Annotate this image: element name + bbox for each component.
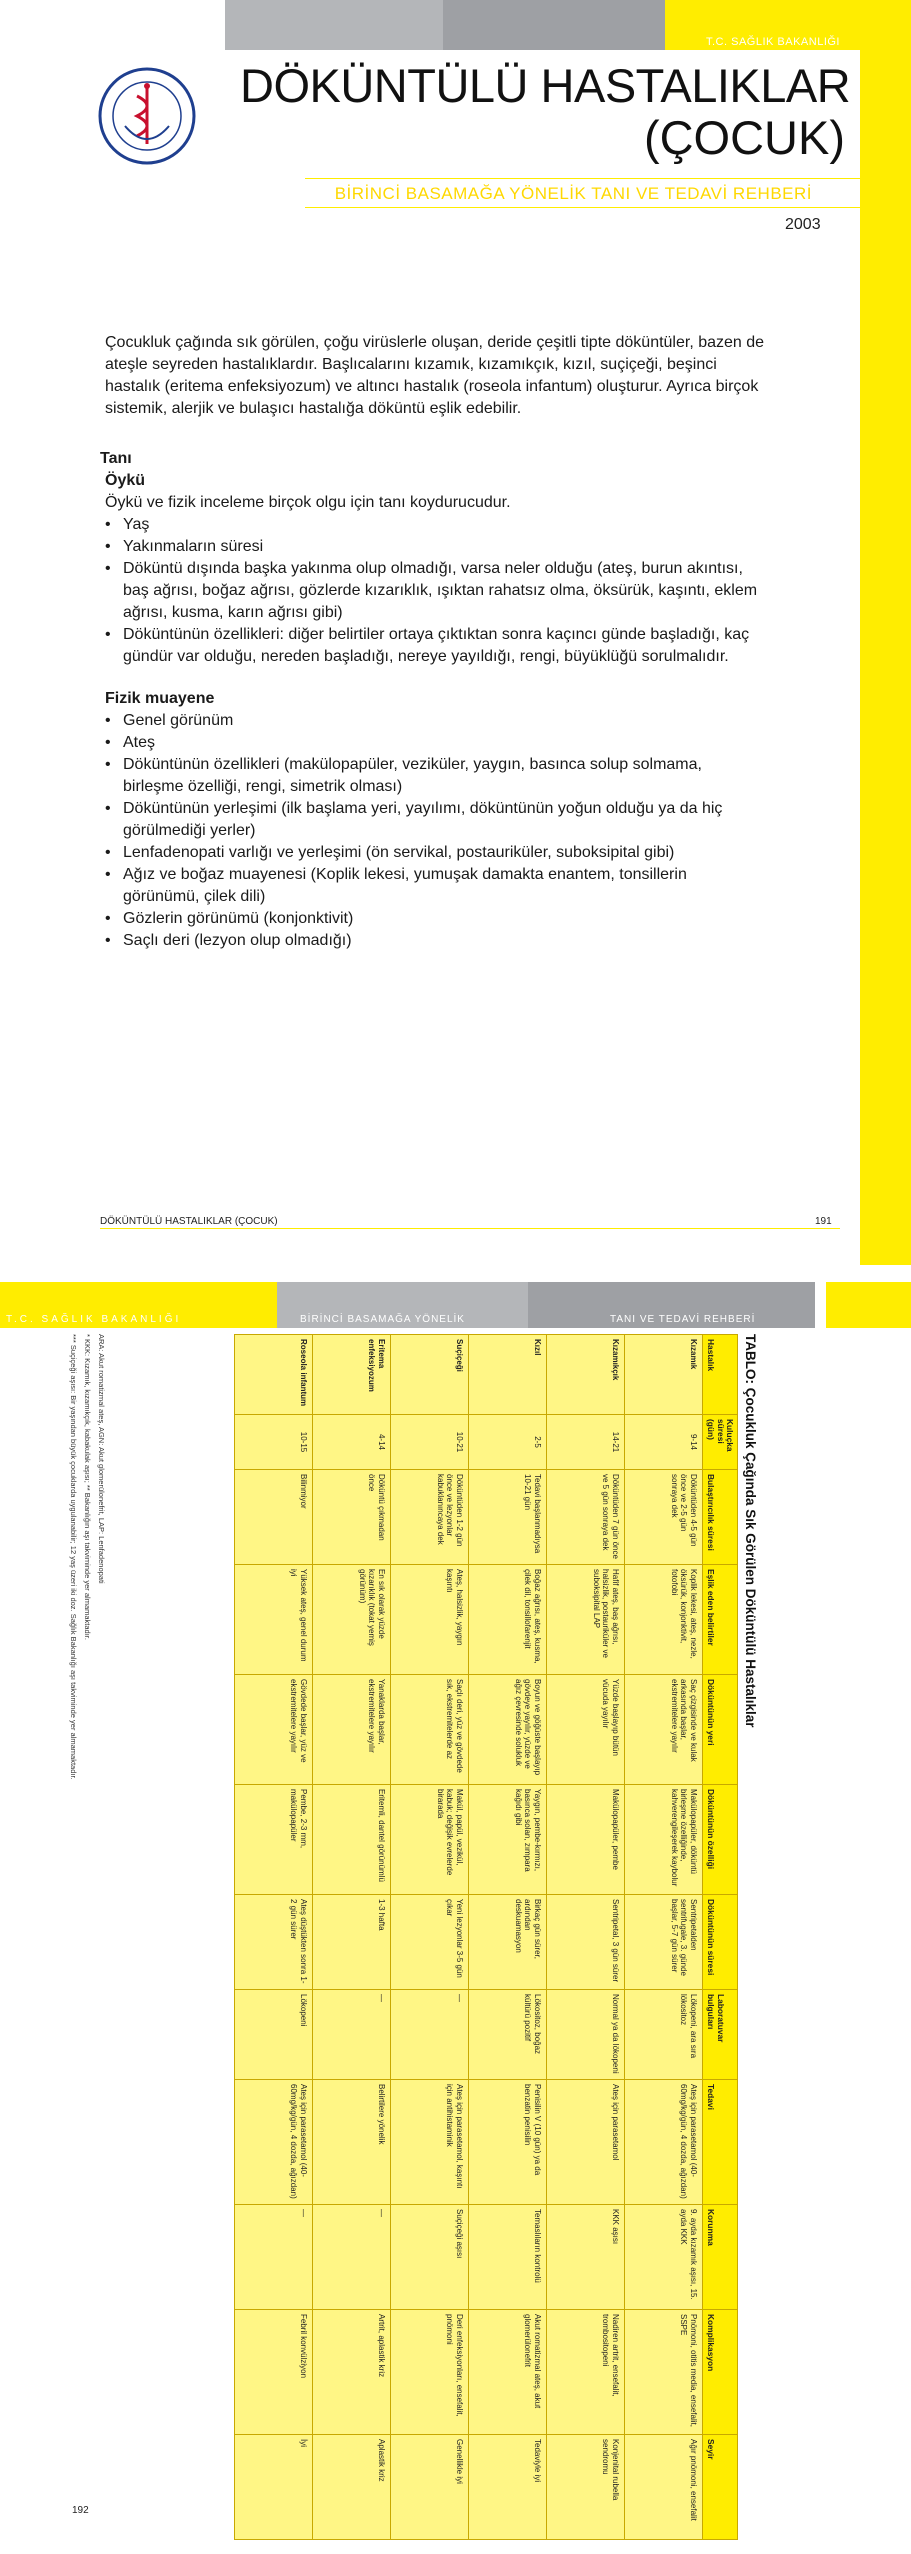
table-cell: 9. ayda kızamık aşısı, 15. ayda KKK xyxy=(624,2205,702,2310)
table-row xyxy=(546,1335,624,2540)
table-cell-disease: Eritema enfeksiyozum xyxy=(312,1335,390,1415)
table-cell: 10-15 xyxy=(234,1415,312,1470)
table-cell: Lökositoz, boğaz kültürü pozitif xyxy=(468,1990,546,2080)
table-cell: Ağır pnömoni, ensefalit xyxy=(624,2435,702,2540)
table-title: TABLO: Çocukluk Çağında Sık Görülen Döküntülü Hastalıklar xyxy=(743,1334,758,1728)
table-cell: Döküntüden 7 gün önce ve 5 gün sonraya dek xyxy=(546,1470,624,1565)
table-cell-disease: Kızamıkçık xyxy=(546,1335,624,1415)
table-cell: İyi xyxy=(234,2435,312,2540)
table-cell: Suçiçeği aşısı xyxy=(390,2205,468,2310)
fizik-list xyxy=(105,710,765,952)
oyku-lead: Öykü ve fizik inceleme birçok olgu için tanı koydurucudur. xyxy=(105,494,511,511)
table-cell: Genellikle iyi xyxy=(390,2435,468,2540)
table-cell: Temaslıların kontrolü xyxy=(468,2205,546,2310)
table-cell: Ateş için parasetamol, kaşıntı için antihistaminik xyxy=(390,2080,468,2205)
table-cell: Yaygın, pembe-kırmızı, basınca solan, zımpara kağıdı gibi xyxy=(468,1785,546,1895)
table-cell: Eritemli, dantel görünümlü xyxy=(312,1785,390,1895)
table-header-cell: Döküntünün özelliği xyxy=(702,1785,737,1895)
table-row xyxy=(390,1335,468,2540)
table-cell: Tedavi başlanmadıysa 10-21 gün xyxy=(468,1470,546,1565)
table-cell: 9-14 xyxy=(624,1415,702,1470)
table-cell: Lökopeni, ara sıra lökositoz xyxy=(624,1990,702,2080)
table-cell: KKK aşısı xyxy=(546,2205,624,2310)
table-cell: Yeni lezyonlar 3-5 gün çıkar xyxy=(390,1895,468,1990)
table-header-cell: Seyir xyxy=(702,2435,737,2540)
fizik-item: • Ateş xyxy=(105,732,765,754)
table-cell: Pembe, 2-3 mm, makülopapüler xyxy=(234,1785,312,1895)
table-cell: Yüzde başlayıp bütün vücuda yayılır xyxy=(546,1675,624,1785)
rash-disease-table xyxy=(234,1334,738,2540)
table-cell: — xyxy=(312,1990,390,2080)
table-cell: Döküntüden 4-5 gün önce ve 2-5 gün sonraya dek xyxy=(624,1470,702,1565)
table-cell: Tedaviyle iyi xyxy=(468,2435,546,2540)
table-cell: Sentripetalden sentrifugale, 3. günde başlar, 5-7 gün sürer xyxy=(624,1895,702,1990)
page2-header-band xyxy=(0,1282,911,1328)
table-cell: 4-14 xyxy=(312,1415,390,1470)
table-cell: Artrit, aplastik kriz xyxy=(312,2310,390,2435)
table-cell-disease: Suçiçeği xyxy=(390,1335,468,1415)
table-cell: Makülopapüler, pembe xyxy=(546,1785,624,1895)
table-header-cell: Tedavi xyxy=(702,2080,737,2205)
table-cell: Makülopapüler, döküntü birleşme özelliğinde, kahverengileşerek kaybolur xyxy=(624,1785,702,1895)
band-label-right: TANI VE TEDAVİ REHBERİ xyxy=(610,1314,756,1325)
fizik-item: • Döküntünün yerleşimi (ilk başlama yeri, yayılımı, döküntünün yoğun olduğu ya da hiç görülmediği yerler) xyxy=(105,798,765,842)
table-header-cell: Komplikasyon xyxy=(702,2310,737,2435)
page1-body xyxy=(100,332,765,972)
table-header-cell: Laboratuvar bulguları xyxy=(702,1990,737,2080)
fizik-item: • Gözlerin görünümü (konjonktivit) xyxy=(105,908,765,930)
table-header-cell: Eşlik eden belirtiler xyxy=(702,1565,737,1675)
table-header-cell: Hastalık xyxy=(702,1335,737,1415)
table-cell: 1-3 hafta xyxy=(312,1895,390,1990)
ministry-label: T.C. SAĞLIK BAKANLIĞI xyxy=(706,36,840,48)
table-cell: Döküntüden 1-2 gün önce ve lezyonlar kabuklanıncaya dek xyxy=(390,1470,468,1565)
table-note: *** Suçiçeği aşısı: Bir yaşından büyük çocuklarda uygulanabilir; 12 yaş üzeri iki doz. Sağlık Bakanlığı aşı takviminde yer almamaktadır. xyxy=(69,1334,78,1780)
footer-page-number: 191 xyxy=(815,1216,832,1227)
table-cell: Pnömoni, otitis media, ensefalit, SSPE xyxy=(624,2310,702,2435)
table-header-cell: Döküntünün süresi xyxy=(702,1895,737,1990)
table-cell-disease: Kızamık xyxy=(624,1335,702,1415)
table-cell: Hafif ateş, baş ağrısı, halsizlik, postauriküler ve suboksipital LAP xyxy=(546,1565,624,1675)
table-cell: Ateş düştükten sonra 1-2 gün sürer xyxy=(234,1895,312,1990)
oyku-list xyxy=(105,514,765,668)
table-cell: — xyxy=(234,2205,312,2310)
table-header-cell: Döküntünün yeri xyxy=(702,1675,737,1785)
table-cell: Sentripetal, 3 gün sürer xyxy=(546,1895,624,1990)
table-cell: Döküntü çıkmadan önce xyxy=(312,1470,390,1565)
table-cell: Febril konvülziyon xyxy=(234,2310,312,2435)
table-cell: 14-21 xyxy=(546,1415,624,1470)
fizik-item: • Döküntünün özellikleri (makülopapüler, veziküler, yaygın, basınca solup solmama, birleşme özelliği, rengi, simetrik olması) xyxy=(105,754,765,798)
heading-fizik-muayene: Fizik muayene xyxy=(105,690,215,707)
heading-oyku: Öykü xyxy=(105,472,146,489)
table-cell: Boğaz ağrısı, ateş, kusma, çilek dil, tonsillofarenjit xyxy=(468,1565,546,1675)
table-header-cell: Kuluçka süresi (gün) xyxy=(702,1415,737,1470)
table-cell: Ateş, halsizlik, yaygın kaşıntı xyxy=(390,1565,468,1675)
table-cell: Bilinmiyor xyxy=(234,1470,312,1565)
table-cell-disease: Kızıl xyxy=(468,1335,546,1415)
fizik-item: • Lenfadenopati varlığı ve yerleşimi (ön servikal, postauriküler, suboksipital gibi) xyxy=(105,842,765,864)
page-subtitle: (ÇOCUK) xyxy=(643,111,845,164)
table-cell: Yanaklarda başlar, ekstremitelere yayılır xyxy=(312,1675,390,1785)
table-cell: Saç çizgisinde ve kulak arkasında başlar, ekstremitelere yayılır xyxy=(624,1675,702,1785)
table-cell: Ateş için parasetamol (40-60mg/kg/gün, 4 dozda, ağızdan) xyxy=(234,2080,312,2205)
table-cell: Makül, papül, vezikül, kabuk; değişik evrelerde birarada xyxy=(390,1785,468,1895)
fizik-item: • Saçlı deri (lezyon olup olmadığı) xyxy=(105,930,765,952)
heading-tani: Tanı xyxy=(100,450,132,467)
publication-year: 2003 xyxy=(785,216,821,233)
guide-title: BİRİNCİ BASAMAĞA YÖNELİK TANI VE TEDAVİ REHBERİ xyxy=(334,184,812,203)
table-cell: 10-21 xyxy=(390,1415,468,1470)
table-cell: Yüksek ateş, genel durum iyi xyxy=(234,1565,312,1675)
table-notes xyxy=(26,1334,106,2539)
table-cell: Gövdede başlar, yüz ve ekstremitelere yayılır xyxy=(234,1675,312,1785)
band-label-middle: BİRİNCİ BASAMAĞA YÖNELİK xyxy=(300,1314,465,1325)
table-cell: Boyun ve göğüste başlayıp gövdeye yayılır, yüzde ve ağız çevresinde solukluk xyxy=(468,1675,546,1785)
table-cell: Koplik lekesi, ateş, nezle, öksürük, konjonktivit, fotofobi xyxy=(624,1565,702,1675)
fizik-item: • Genel görünüm xyxy=(105,710,765,732)
table-cell: Akut romatizmal ateş, akut glomerülonefrit xyxy=(468,2310,546,2435)
table-body xyxy=(234,1335,702,2540)
table-cell: Deri enfeksiyonları, ensefalit, pnömoni xyxy=(390,2310,468,2435)
oyku-item: • Yaş xyxy=(105,514,765,536)
band-label-ministry: T.C. SAĞLIK BAKANLIĞI xyxy=(6,1314,182,1325)
page-title: DÖKÜNTÜLÜ HASTALIKLAR xyxy=(240,59,851,112)
table-cell: Aplastik kriz xyxy=(312,2435,390,2540)
table-cell: En sık olarak yüzde kızarıklık (tokat yemiş görünüm) xyxy=(312,1565,390,1675)
table-note: * KKK: Kızamık, kızamıkçık, kabakulak aşısı; ** Bakanlığın aşı takviminde yer almamaktadır. xyxy=(83,1334,92,1640)
table-notes-container xyxy=(26,1334,106,2539)
table-cell: Ateş için parasetamol xyxy=(546,2080,624,2205)
table-cell: Ateş için parasetamol (40-60mg/kg/gün, 4 dozda, ağızdan) xyxy=(624,2080,702,2205)
oyku-item: • Döküntü dışında başka yakınma olup olmadığı, varsa neler olduğu (ateş, burun akıntısı, baş ağrısı, boğaz ağrısı, gözlerde kızarıklık, ışıktan rahatsız olma, öksürük, kaşıntı, eklem ağrısı, kusma, karın ağrısı gibi) xyxy=(105,558,765,624)
footer-rule xyxy=(100,1228,840,1229)
table-cell: 2-5 xyxy=(468,1415,546,1470)
table-row xyxy=(312,1335,390,2540)
title-rule-top xyxy=(305,178,860,179)
fizik-item: • Ağız ve boğaz muayenesi (Koplik lekesi, yumuşak damakta enantem, tonsillerin görünümü, çilek dili) xyxy=(105,864,765,908)
table-row xyxy=(624,1335,702,2540)
title-rule-bottom xyxy=(305,207,860,208)
footer-title: DÖKÜNTÜLÜ HASTALIKLAR (ÇOCUK) xyxy=(100,1216,278,1227)
oyku-item: • Döküntünün özellikleri: diğer belirtiler ortaya çıktıktan sonra kaçıncı günde başladığı, kaç gündür var olduğu, nereden başladığı, nereye yayıldığı, rengi, büyüklüğü sorulmalıdır. xyxy=(105,624,765,668)
table-cell: Lökopeni xyxy=(234,1990,312,2080)
table-header-row xyxy=(702,1335,737,2540)
rotated-table-container xyxy=(112,1334,760,2539)
table-cell: Belirtilere yönelik xyxy=(312,2080,390,2205)
table-cell: Nadiren artrit, ensefalit, trombositopeni xyxy=(546,2310,624,2435)
table-row xyxy=(234,1335,312,2540)
table-cell: Birkaç gün sürer, ardından deskuamasyon xyxy=(468,1895,546,1990)
table-header-cell: Bulaştırıcılık süresi xyxy=(702,1470,737,1565)
table-row xyxy=(468,1335,546,2540)
page2-number: 192 xyxy=(72,2505,89,2516)
intro-paragraph: Çocukluk çağında sık görülen, çoğu virüslerle oluşan, deride çeşitli tipte döküntüler, bazen de ateşle seyreden hastalıklardır. Başlıcalarını kızamık, kızamıkçık, kızıl, suçiçeği, beşinci hastalık (eritema enfeksiyozum) ve altıncı hastalık (roseola infantum) oluşturur. Ayrıca birçok sistemik, alerjik ve bulaşıcı hastalığa döküntü eşlik edebilir. xyxy=(105,334,765,417)
table-cell: — xyxy=(390,1990,468,2080)
oyku-item: • Yakınmaların süresi xyxy=(105,536,765,558)
yellow-sidebar xyxy=(860,50,911,1265)
table-cell-disease: Roseola infantum xyxy=(234,1335,312,1415)
table-cell: Konjenital rubella sendromu xyxy=(546,2435,624,2540)
table-cell: Normal ya da lökopeni xyxy=(546,1990,624,2080)
table-note: ARA: Akut romatizmal ateş, AGN: Akut glomerülonefrit, LAP: Lenfadenopati xyxy=(97,1334,106,1584)
table-cell: — xyxy=(312,2205,390,2310)
table-header-cell: Korunma xyxy=(702,2205,737,2310)
table-cell: Saçlı deri, yüz ve gövdede sık, ekstremitelerde az xyxy=(390,1675,468,1785)
table-cell: Penisilin V (10 gün) ya da benzatin penisilin xyxy=(468,2080,546,2205)
